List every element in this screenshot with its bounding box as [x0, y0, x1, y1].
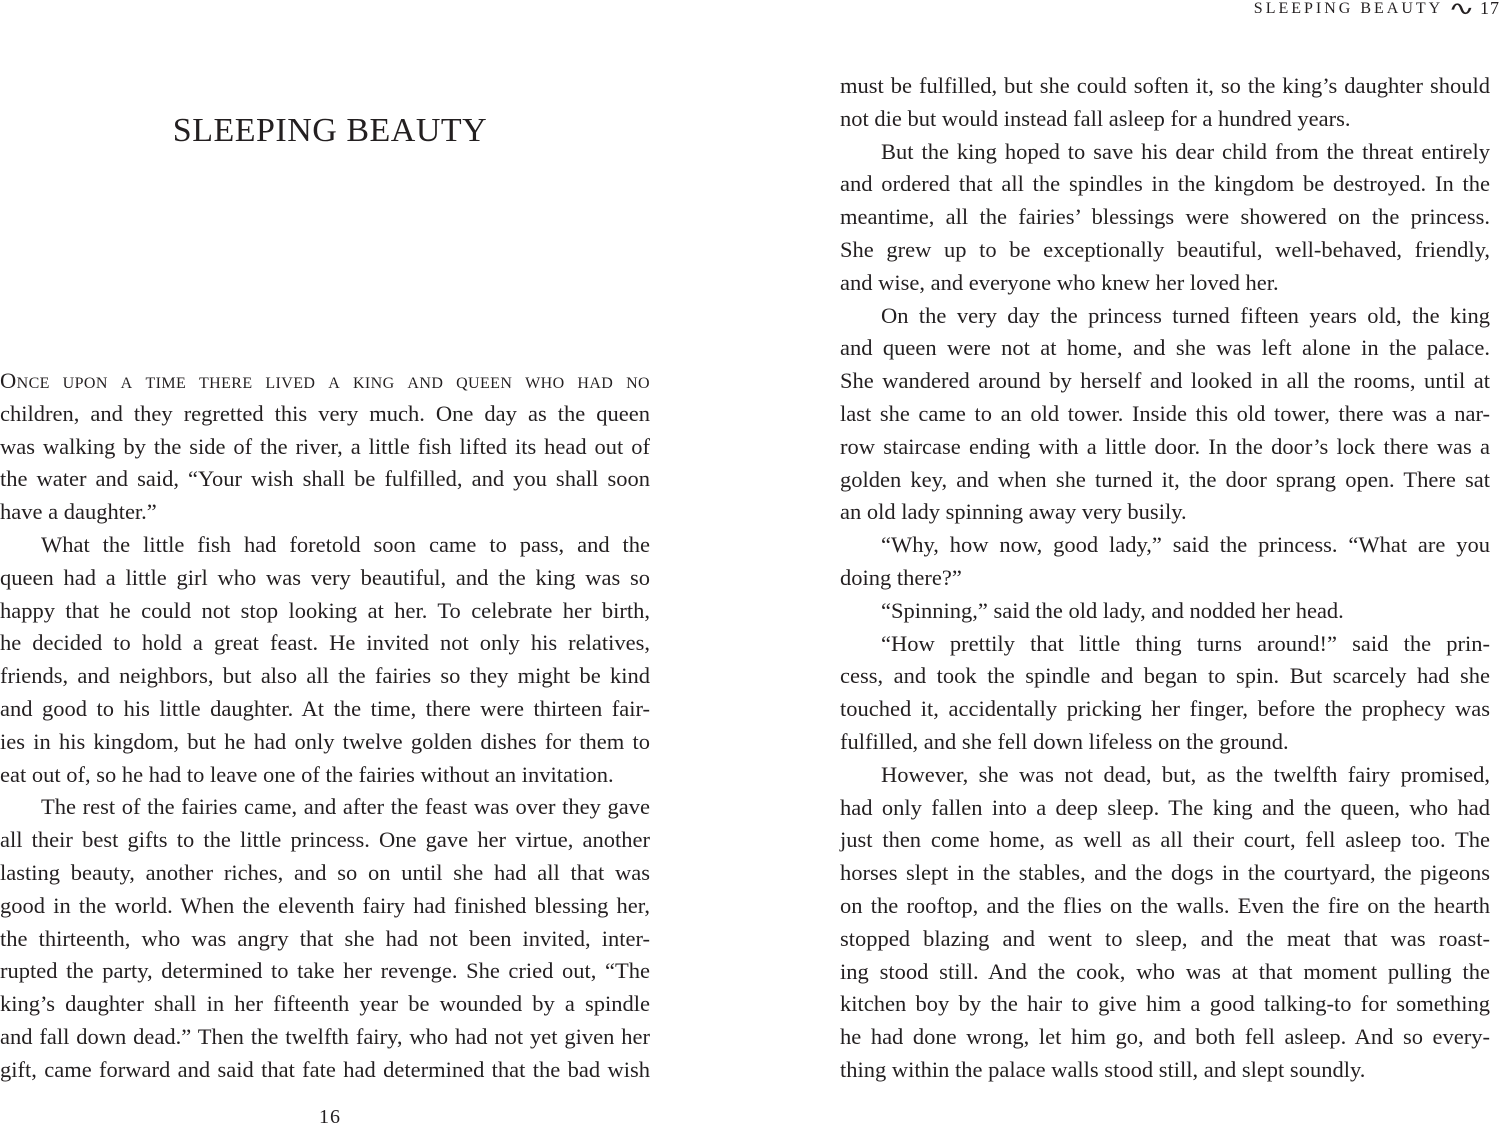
text-line: horses slept in the stables, and the dogs in the courtyard, the pigeons — [840, 860, 1490, 886]
text-line: cess, and took the spindle and began to spin. But scarcely had she — [840, 663, 1490, 689]
text-line: on the rooftop, and the flies on the walls. Even the fire on the hearth — [840, 892, 1490, 918]
text-line: eat out of, so he had to leave one of the fairies without an invitation. — [0, 761, 614, 787]
text-line: meantime, all the fairies’ blessings were showered on the princess. — [840, 204, 1490, 230]
text-line: touched it, accidentally pricking her finger, before the prophecy was — [840, 696, 1490, 722]
text-line: and ordered that all the spindles in the kingdom be destroyed. In the — [840, 171, 1490, 197]
text-line: “How prettily that little thing turns around!” said the prin- — [881, 630, 1490, 656]
text-line: ing stood still. And the cook, who was at that moment pulling the — [840, 958, 1490, 984]
text-line: What the little fish had foretold soon came to pass, and the — [41, 531, 650, 557]
text-line: Once upon a time there lived a king and queen who had no — [0, 368, 650, 393]
running-header — [1254, 0, 1500, 21]
text-line: king’s daughter shall in her fifteenth year be wounded by a spindle — [0, 991, 650, 1017]
right-page-body — [840, 70, 1490, 1087]
text-line: row staircase ending with a little door. In the door’s lock there was a — [840, 433, 1490, 459]
text-line: must be fulfilled, but she could soften it, so the king’s daughter should — [840, 73, 1490, 98]
text-line: an old lady spinning away very busily. — [840, 499, 1187, 525]
text-line: all their best gifts to the little princess. One gave her virtue, another — [0, 827, 650, 853]
text-line: ies in his kingdom, but he had only twelve golden dishes for them to — [0, 728, 650, 754]
text-line: was walking by the side of the river, a little fish lifted its head out of — [0, 433, 650, 459]
text-line: happy that he could not stop looking at her. To celebrate her birth, — [0, 597, 650, 623]
chapter-title: SLEEPING BEAUTY — [172, 112, 488, 149]
text-line: However, she was not dead, but, as the twelfth fairy promised, — [881, 761, 1490, 787]
text-line: not die but would instead fall asleep for a hundred years. — [840, 105, 1351, 131]
text-line: But the king hoped to save his dear child from the threat entirely — [881, 138, 1490, 164]
page-number-left: 16 — [319, 1106, 341, 1128]
text-line: he decided to hold a great feast. He invited not only his relatives, — [0, 630, 650, 656]
running-head-title: SLEEPING BEAUTY — [1253, 0, 1444, 17]
text-line: and wise, and everyone who knew her loved her. — [840, 269, 1279, 295]
text-line: “Why, how now, good lady,” said the princess. “What are you — [881, 532, 1490, 558]
text-line: rupted the party, determined to take her revenge. She cried out, “The — [0, 958, 650, 984]
text-line: just then come home, as well as all their court, fell asleep too. The — [840, 827, 1490, 853]
right-page — [840, 0, 1500, 1129]
text-line: children, and they regretted this very much. One day as the queen — [0, 400, 650, 426]
text-line: doing there?” — [840, 564, 962, 590]
text-line: On the very day the princess turned fifteen years old, the king — [881, 302, 1490, 328]
text-line: last she came to an old tower. Inside this old tower, there was a nar- — [840, 400, 1490, 426]
text-line: kitchen boy by the hair to give him a good talking-to for something — [840, 991, 1490, 1017]
text-line: gift, came forward and said that fate had determined that the bad wish — [0, 1056, 650, 1082]
text-line: and fall down dead.” Then the twelfth fairy, who had not yet given her — [0, 1023, 650, 1049]
text-line: stopped blazing and went to sleep, and the meat that was roast- — [840, 925, 1490, 951]
text-line: golden key, and when she turned it, the door sprang open. There sat — [840, 466, 1490, 492]
text-line: “Spinning,” said the old lady, and nodded her head. — [881, 597, 1344, 623]
text-line: he had done wrong, let him go, and both fell asleep. And so every- — [840, 1024, 1490, 1050]
text-line: and good to his little daughter. At the time, there were thirteen fair- — [0, 695, 650, 721]
left-page-body — [0, 365, 650, 1087]
text-line: have a daughter.” — [0, 499, 157, 525]
text-line: fulfilled, and she fell down lifeless on the ground. — [840, 728, 1289, 754]
text-line: The rest of the fairies came, and after the feast was over they gave — [41, 794, 650, 820]
text-line: the water and said, “Your wish shall be fulfilled, and you shall soon — [0, 466, 650, 492]
text-line: good in the world. When the eleventh fairy had finished blessing her, — [0, 892, 650, 918]
text-line: had only fallen into a deep sleep. The king and the queen, who had — [840, 794, 1490, 820]
text-line: friends, and neighbors, but also all the fairies so they might be kind — [0, 663, 650, 689]
text-line: thing within the palace walls stood still, and slept soundly. — [840, 1056, 1366, 1082]
text-line: She wandered around by herself and looked in all the rooms, until at — [840, 368, 1490, 394]
text-line: queen had a little girl who was very beautiful, and the king was so — [0, 564, 650, 590]
left-page — [0, 0, 660, 1129]
text-line: the thirteenth, who was angry that she had not been invited, inter- — [0, 925, 650, 951]
page-number-right: 17 — [1480, 0, 1500, 18]
text-line: and queen were not at home, and she was left alone in the palace. — [840, 335, 1490, 361]
text-line: She grew up to be exceptionally beautiful, well-behaved, friendly, — [840, 236, 1490, 262]
text-line: lasting beauty, another riches, and so on until she had all that was — [0, 859, 650, 885]
swash-ornament-icon: ∿ — [1448, 0, 1476, 20]
